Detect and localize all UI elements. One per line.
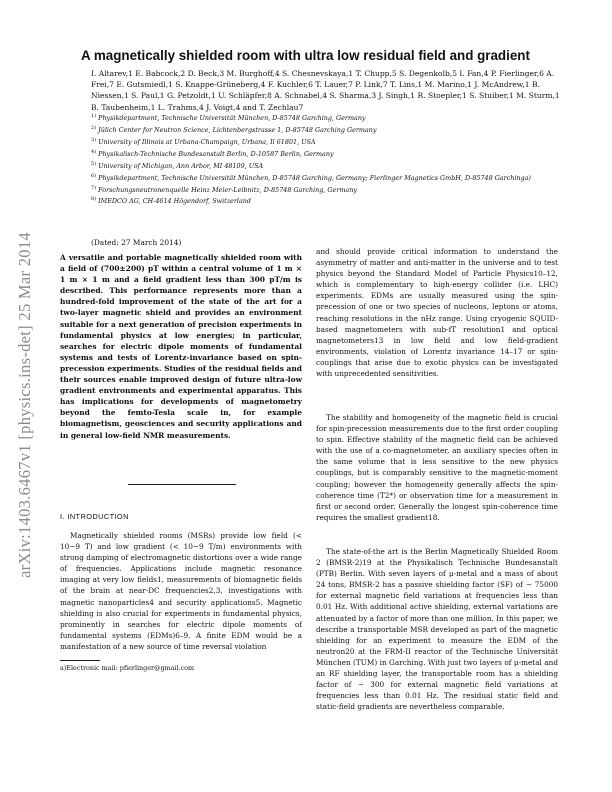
right-column-paragraph-1: and should provide critical information to understand the asymmetry of matter and anti-matter in the universe and to test physics beyond the Standard Model of Particle Physics10–12, which is complementary to high-energy collider (i.e. LHC) experiments. EDMs are usually measured using the spin-precession of one or two species of nucleons, leptons or atoms, reaching resolutions in the nHz range. Using cryogenic SQUID-based magnetometers with sub-fT resolution1 and optical magnetometers13 in low field and low field-gradient environments, violation of Lorentz invariance 14–17 or spin-couplings that arise due to exotic physics can be investigated with unprecedented sensitivities.	[316, 247, 558, 379]
footnote-divider	[60, 660, 100, 661]
affiliation-item: $^{5)}$ University of Michigan, Ann Arbor, MI 48109, USA	[91, 160, 264, 170]
intro-paragraph: Magnetically shielded rooms (MSRs) provide low field (< 10−9 T) and low gradient (< 10−9 T/m) environments with strong damping of electromagnetic distortions over a wide range of frequencies. Applications include magnetic resonance imaging at very low fields1, measurements of biomagnetic fields of the brain at near-DC frequencies2,3, investigations with magnetic nanoparticles4 and security applications5. Magnetic shielding is also crucial for experiments in fundamental physics, prominently in searches for electric dipole moments of fundamental systems (EDMs)6–9. A finite EDM would be a manifestation of a new source of time reversal violation	[60, 531, 302, 651]
affiliation-item: $^{1)}$ Physikdepartment, Technische Universität München, D-85748 Garching, Germany	[91, 113, 366, 123]
right-column-paragraph-2: The stability and homogeneity of the magnetic field is crucial for spin-precession measurements due to the first order coupling to spin. Effective stability of the magnetic field can be achieved with the use of a co-magnetometer, an auxiliary species often in the same volume that is less sensitive to the new physics couplings, but is comparably sensitive to the magnetic-moment coupling; however the homogeneity generally affects the spin-coherence time (T2*) or observation time for a measurement in first or second order. Generally the longest spin-coherence time requires the smallest gradient18.	[316, 413, 558, 522]
footnote: a)Electronic mail: pfierlinger@gmail.com	[60, 664, 195, 672]
affiliation-item: $^{6)}$ Physikdepartment, Technische Universität München, D-85748 Garching, Germany; Fierlinger Magnetics GmbH, D-85748 Garchinga)	[91, 172, 531, 182]
affiliation-list	[91, 112, 561, 207]
abstract-divider	[128, 484, 236, 485]
affiliation-item: $^{8)}$ IMEDCO AG, CH-4614 Högendorf, Switzerland	[91, 196, 251, 206]
author-list: I. Altarev,1 E. Babcock,2 D. Beck,3 M. Burghoff,4 S. Chesnevskaya,1 T. Chupp,5 S. Degenkolb,5 I. Fan,4 P. Fierlinger,6 A. Frei,7 E. Gutsmiedl,1 S. Knappe-Grüneberg,4 F. Kuchler,6 T. Lauer,7 P. Link,7 T. Lins,1 M. Marino,1 J. McAndrew,1 B. Niessen,1 S. Paul,1 G. Petzoldt,1 U. Schläpfer,8 A. Schnabel,4 S. Sharma,3 J. Singh,1 R. Stoepler,1 S. Stuiber,1 M. Sturm,1 B. Taubenheim,1 L. Trahms,4 J. Voigt,4 and T. Zechlau7	[91, 69, 560, 112]
dated-line: (Dated: 27 March 2014)	[91, 238, 182, 247]
abstract: A versatile and portable magnetically shielded room with a field of (700±200) pT within a central volume of 1 m × 1 m × 1 m and a field gradient less than 300 pT/m is described. This performance represents more than a hundred-fold improvement of the state of the art for a two-layer magnetic shield and provides an environment suitable for a next generation of precision experiments in fundamental physics at low energies; in particular, searches for electric dipole moments of fundamental systems and tests of Lorentz-invariance based on spin-precession experiments. Studies of the residual fields and their sources enable improved design of future ultra-low gradient environments and experimental apparatus. This has implications for developments of magnetometry beyond the femto-Tesla scale in, for example biomagnetism, geosciences and security applications and in general low-field NMR measurements.	[60, 253, 302, 440]
affiliation-item: $^{3)}$ University of Illinois at Urbana-Champaign, Urbana, Il 61801, USA	[91, 136, 316, 146]
arxiv-sidebar-stamp	[8, 190, 42, 620]
affiliation-item: $^{2)}$ Jülich Center for Neutron Science, Lichtenbergstrasse 1, D-85748 Garching Germany	[91, 124, 377, 135]
arxiv-id: arXiv:1403.6467v1 [physics.ins-det] 25 Mar 2014	[15, 232, 34, 578]
affiliation-item: $^{4)}$ Physikalisch-Technische Bundesanstalt Berlin, D-10587 Berlin, Germany	[91, 148, 334, 158]
paper-title: A magnetically shielded room with ultra low residual field and gradient	[81, 48, 530, 63]
right-column-paragraph-3: The state-of-the art is the Berlin Magnetically Shielded Room 2 (BMSR-2)19 at the Physikalisch Technische Bundesanstalt (PTB) Berlin. With seven layers of μ-metal and a mass of about 24 tons, BMSR-2 has a passive shielding factor (SF) of ∼ 75000 for external magnetic field variations at frequencies less than 0.01 Hz. With additional active shielding, external variations are attenuated by a factor of more than one million. In this paper, we describe a transportable MSR developed as part of the magnetic shielding for an experiment to measure the EDM of the neutron20 at the FRM-II reactor of the Technische Universität München (TUM) in Garching. With just two layers of μ-metal and an RF shielding layer, the transportable room has a shielding factor of ∼ 300 for external magnetic field variations at frequencies less than 0.01 Hz. The residual static field and static-field gradients are nevertheless comparable.	[316, 547, 558, 712]
affiliation-item: $^{7)}$ Forschungsneutronenquelle Heinz Meier-Leibnitz, D-85748 Garching, Germany	[91, 184, 357, 194]
section-heading: I. INTRODUCTION	[60, 512, 129, 521]
